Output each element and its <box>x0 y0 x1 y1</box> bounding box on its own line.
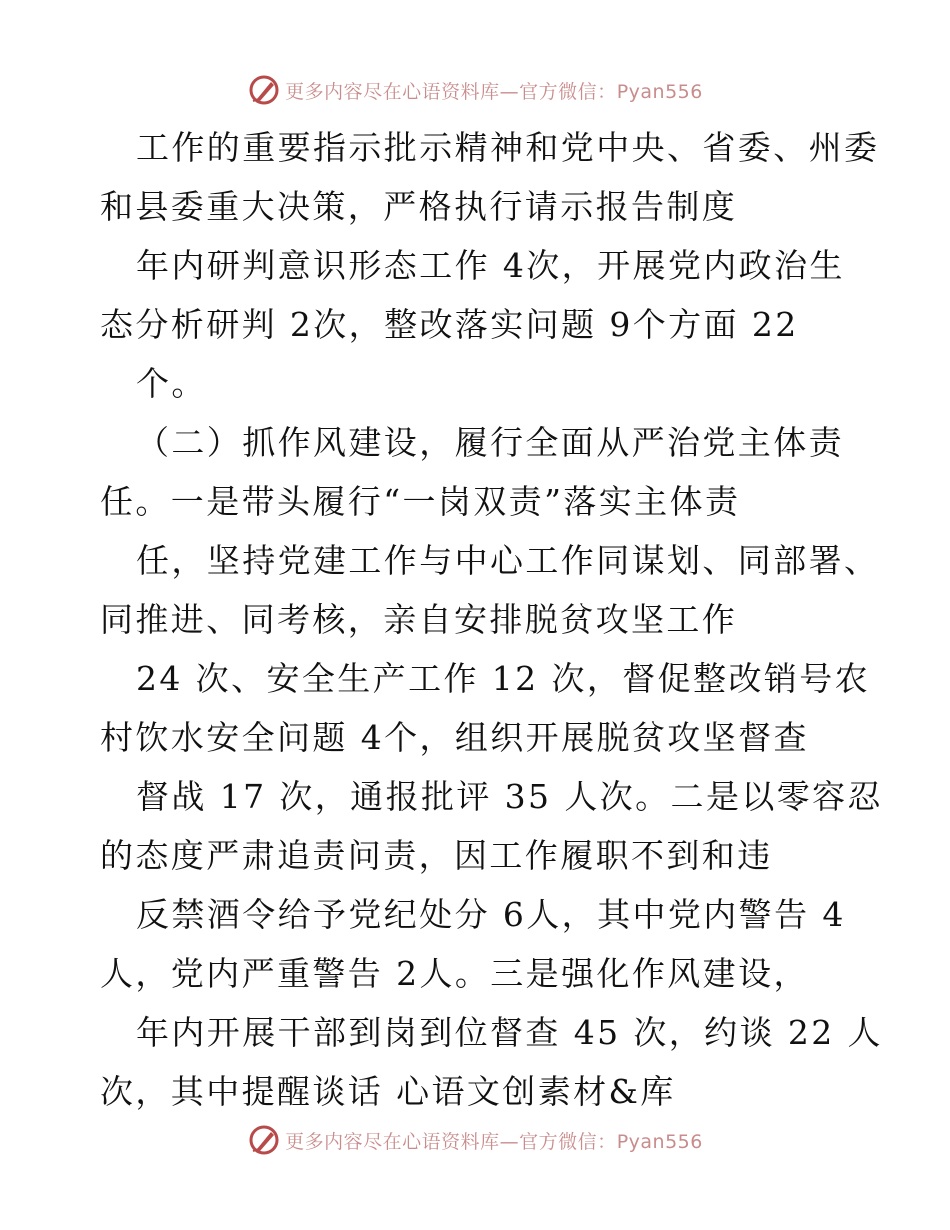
document-body <box>100 118 883 1121</box>
text-line: 次，其中提醒谈话 心语文创素材&库 <box>100 1072 676 1111</box>
text-line: 督战 17 次，通报批评 35 人次。二是以零容忍 <box>136 777 883 816</box>
watermark-text: 更多内容尽在心语资料库—官方微信：Pyan556 <box>285 80 703 103</box>
text-line: 年内研判意识形态工作 4次，开展党内政治生 <box>136 246 845 285</box>
text-line: 24 次、安全生产工作 12 次，督促整改销号农 <box>136 659 871 698</box>
watermark-text: 更多内容尽在心语资料库—官方微信：Pyan556 <box>285 1130 703 1153</box>
footer-watermark <box>0 1120 950 1160</box>
text-line: 态分析研判 2次，整改落实问题 9个方面 22 <box>100 305 799 344</box>
pen-logo-icon <box>247 73 281 107</box>
text-line: 同推进、同考核，亲自安排脱贫攻坚工作 <box>100 600 738 639</box>
text-line: （二）抓作风建设，履行全面从严治党主体责 <box>136 423 844 462</box>
header-watermark <box>0 70 950 110</box>
text-line: 个。 <box>136 364 207 403</box>
text-line: 和县委重大决策，严格执行请示报告制度 <box>100 187 738 226</box>
text-line: 村饮水安全问题 4个，组织开展脱贫攻坚督查 <box>100 718 809 757</box>
text-line: 任。一是带头履行“一岗双责”落实主体责 <box>100 482 741 521</box>
text-line: 的态度严肃追责问责，因工作履职不到和违 <box>100 836 773 875</box>
text-line: 任，坚持党建工作与中心工作同谋划、同部署、 <box>136 541 880 580</box>
text-line: 工作的重要指示批示精神和党中央、省委、州委 <box>136 128 880 167</box>
text-line: 年内开展干部到岗到位督查 45 次，约谈 22 人 <box>136 1013 883 1052</box>
pen-logo-icon <box>247 1123 281 1157</box>
text-line: 反禁酒令给予党纪处分 6人，其中党内警告 4 <box>136 895 846 934</box>
text-line: 人，党内严重警告 2人。三是强化作风建设， <box>100 954 809 993</box>
